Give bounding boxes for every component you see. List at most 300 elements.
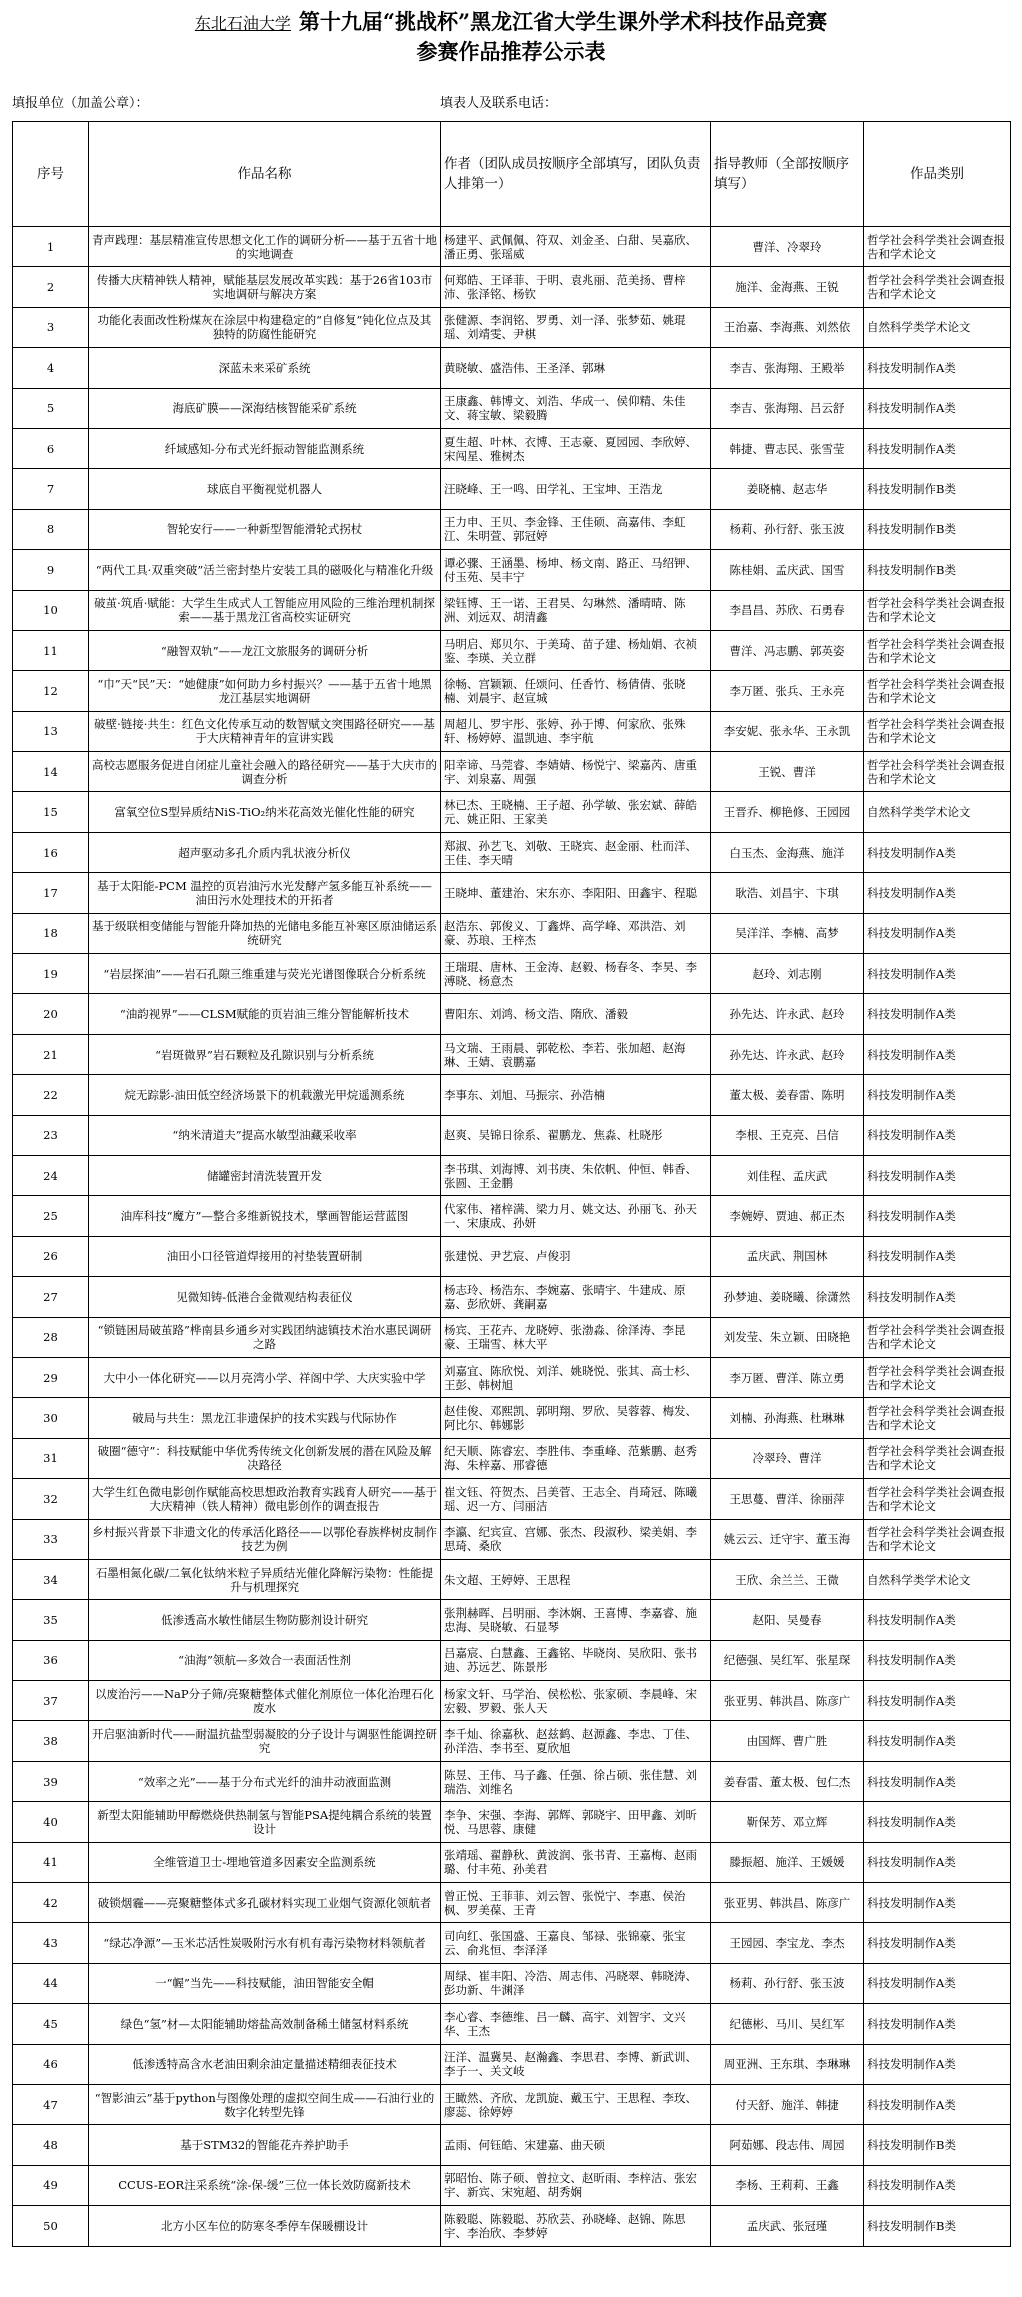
cell-authors: 马明启、郑贝尔、于美琦、苗子建、杨灿娟、衣祯鉴、李瑛、关立群: [441, 630, 711, 670]
header-authors: 作者（团队成员按顺序全部填写，团队负责人排第一）: [441, 122, 711, 227]
cell-work-name: 超声驱动多孔介质内乳状液分析仪: [89, 832, 441, 872]
cell-advisors: 李昌昌、苏欣、石勇春: [711, 590, 864, 630]
cell-work-name: 基于太阳能-PCM 温控的页岩油污水光发酵产氢多能互补系统——油田污水处理技术的开拓者: [89, 873, 441, 913]
cell-advisors: 白玉杰、金海燕、施洋: [711, 832, 864, 872]
cell-work-name: 基于级联相变储能与智能升降加热的光储电多能互补寒区原油储运系统研究: [89, 913, 441, 953]
header-advisors: 指导教师（全部按顺序填写）: [711, 122, 864, 227]
cell-no: 9: [13, 550, 89, 590]
cell-advisors: 杨莉、孙行舒、张玉波: [711, 1963, 864, 2003]
cell-category: 科技发明制作A类: [864, 1115, 1011, 1155]
cell-work-name: 青声践理：基层精准宣传思想文化工作的调研分析——基于五省十地的实地调查: [89, 227, 441, 267]
table-row: [13, 1600, 1011, 1640]
cell-no: 31: [13, 1438, 89, 1478]
cell-no: 18: [13, 913, 89, 953]
cell-no: 32: [13, 1479, 89, 1519]
cell-authors: 李争、宋强、李海、郭辉、郭晓宇、田甲鑫、刘昕悦、马思蓉、康健: [441, 1802, 711, 1842]
table-row: [13, 2165, 1011, 2205]
cell-advisors: 赵玲、刘志刚: [711, 954, 864, 994]
cell-advisors: 张亚男、韩洪昌、陈彦广: [711, 1883, 864, 1923]
cell-authors: 林已杰、王晓楠、王子超、孙学敏、张宏斌、薛皓元、姚正阳、王家美: [441, 792, 711, 832]
cell-authors: 周绿、崔丰阳、冷浩、周志伟、冯晓翠、韩晓涛、彭功新、牛渊泽: [441, 1963, 711, 2003]
cell-no: 17: [13, 873, 89, 913]
cell-advisors: 王欣、余兰兰、王微: [711, 1559, 864, 1599]
cell-no: 25: [13, 1196, 89, 1236]
title-line-2: 参赛作品推荐公示表: [416, 39, 606, 64]
cell-no: 21: [13, 1034, 89, 1074]
table-row: [13, 913, 1011, 953]
cell-category: 科技发明制作A类: [864, 2044, 1011, 2084]
cell-authors: 李心睿、李德维、吕一麟、高宇、刘智宇、文兴华、王杰: [441, 2004, 711, 2044]
cell-authors: 王康鑫、韩博文、刘浩、华成一、侯仰精、朱佳文、蒋宝敏、梁毅腾: [441, 388, 711, 428]
cell-authors: 赵爽、吴锦日徐系、翟鹏龙、焦淼、杜晓彤: [441, 1115, 711, 1155]
cell-advisors: 陈桂娟、孟庆武、国雪: [711, 550, 864, 590]
cell-authors: 张荆赫晖、吕明丽、李沐娴、王喜博、李嘉睿、施忠海、吴晓敏、石显琴: [441, 1600, 711, 1640]
cell-advisors: 姚云云、迁守宇、董玉海: [711, 1519, 864, 1559]
cell-authors: 郭昭怡、陈子硕、曾拉文、赵昕雨、李梓洁、张宏宇、新宾、宋宛超、胡秀娴: [441, 2165, 711, 2205]
cell-authors: 阳幸谛、马莞睿、李婧婧、杨悦宁、梁嘉芮、唐重宇、刘泉嘉、周强: [441, 752, 711, 792]
cell-work-name: 开启驱油新时代——耐温抗盐型弱凝胶的分子设计与调驱性能调控研究: [89, 1721, 441, 1761]
cell-category: 科技发明制作A类: [864, 1155, 1011, 1195]
table-row: [13, 1802, 1011, 1842]
table-row: [13, 509, 1011, 549]
table-row: [13, 752, 1011, 792]
table-row: [13, 1115, 1011, 1155]
cell-no: 36: [13, 1640, 89, 1680]
cell-authors: 张建悦、尹艺宸、卢俊羽: [441, 1236, 711, 1276]
cell-category: 科技发明制作A类: [864, 1963, 1011, 2003]
cell-advisors: 李杨、王莉莉、王鑫: [711, 2165, 864, 2205]
cell-category: 哲学社会科学类社会调查报告和学术论文: [864, 267, 1011, 307]
cell-authors: 赵浩东、郭俊义、丁鑫烨、高学峰、邓洪浩、刘豪、苏琅、王梓杰: [441, 913, 711, 953]
cell-work-name: 传播大庆精神铁人精神，赋能基层发展改革实践：基于26省103市实地调研与解决方案: [89, 267, 441, 307]
table-row: [13, 1277, 1011, 1317]
table-row: [13, 227, 1011, 267]
table-row: [13, 792, 1011, 832]
cell-no: 40: [13, 1802, 89, 1842]
cell-no: 33: [13, 1519, 89, 1559]
cell-work-name: “纳米清道夫”提高水敏型油藏采收率: [89, 1115, 441, 1155]
cell-category: 科技发明制作A类: [864, 1802, 1011, 1842]
table-row: [13, 307, 1011, 347]
table-row: [13, 954, 1011, 994]
cell-category: 科技发明制作A类: [864, 2165, 1011, 2205]
cell-advisors: 纪德彬、马川、吴红军: [711, 2004, 864, 2044]
cell-category: 自然科学类学术论文: [864, 307, 1011, 347]
cell-no: 4: [13, 348, 89, 388]
cell-no: 46: [13, 2044, 89, 2084]
cell-no: 1: [13, 227, 89, 267]
cell-work-name: 见微知铸-低港合金微观结构表征仪: [89, 1277, 441, 1317]
cell-authors: 吕嘉宸、白慧鑫、王鑫铭、毕晓岗、吴欣阳、张书迪、苏远艺、陈景彤: [441, 1640, 711, 1680]
table-row: [13, 1519, 1011, 1559]
cell-authors: 杨建平、武佩佩、符双、刘金圣、白甜、吴嘉欣、潘正勇、张瑶威: [441, 227, 711, 267]
cell-category: 科技发明制作A类: [864, 832, 1011, 872]
cell-category: 哲学社会科学类社会调查报告和学术论文: [864, 630, 1011, 670]
cell-category: 科技发明制作B类: [864, 2206, 1011, 2246]
cell-authors: 纪天顺、陈睿宏、李胜伟、李重峰、范紫鹏、赵秀海、朱梓嘉、邢睿德: [441, 1438, 711, 1478]
cell-authors: 王力申、王贝、李金锋、王佳硕、高嘉伟、李虹江、朱明萱、郭冠婷: [441, 509, 711, 549]
cell-advisors: 韩捷、曹志民、张雪莹: [711, 428, 864, 468]
cell-work-name: “巾”天“民”天：“她健康”如何助力乡村振兴？——基于五省十地黑龙江基层实地调研: [89, 671, 441, 711]
table-row: [13, 550, 1011, 590]
table-row: [13, 267, 1011, 307]
table-row: [13, 711, 1011, 751]
cell-work-name: 破壁·链接·共生：红色文化传承互动的数智赋文突围路径研究——基于大庆精神青年的宣讲实践: [89, 711, 441, 751]
table-row: [13, 1438, 1011, 1478]
cell-no: 2: [13, 267, 89, 307]
cell-work-name: 北方小区车位的防寒冬季停车保暖棚设计: [89, 2206, 441, 2246]
unit-label: 填报单位（加盖公章）：: [12, 96, 149, 111]
cell-no: 35: [13, 1600, 89, 1640]
cell-advisors: 李安妮、张永华、王永凯: [711, 711, 864, 751]
cell-category: 科技发明制作A类: [864, 388, 1011, 428]
cell-no: 15: [13, 792, 89, 832]
cell-category: 哲学社会科学类社会调查报告和学术论文: [864, 1317, 1011, 1357]
table-row: [13, 1963, 1011, 2003]
cell-category: 科技发明制作A类: [864, 1600, 1011, 1640]
cell-advisors: 曹洋、冷翠玲: [711, 227, 864, 267]
cell-advisors: 由国辉、曹广胜: [711, 1721, 864, 1761]
cell-category: 哲学社会科学类社会调查报告和学术论文: [864, 1479, 1011, 1519]
cell-work-name: 石墨相氮化碳/二氧化钛纳米粒子异质结光催化降解污染物：性能提升与机理探究: [89, 1559, 441, 1599]
cell-no: 23: [13, 1115, 89, 1155]
cell-authors: 司向红、张国盛、王嘉良、邹禄、张锦豪、张宝云、俞兆恒、李泽泽: [441, 1923, 711, 1963]
cell-advisors: 李吉、张海翔、王殿举: [711, 348, 864, 388]
cell-category: 科技发明制作A类: [864, 913, 1011, 953]
cell-work-name: 油库科技“魔方”—整合多维新锐技术，擘画智能运营蓝图: [89, 1196, 441, 1236]
cell-authors: 梁钰博、王一诺、王君昊、勾琳然、潘晴晴、陈洲、刘远双、胡清鑫: [441, 590, 711, 630]
cell-authors: 杨宾、王花卉、龙晓婷、张渤淼、徐泽涛、李昆豪、王瑞雪、林大平: [441, 1317, 711, 1357]
cell-no: 37: [13, 1681, 89, 1721]
cell-category: 科技发明制作A类: [864, 1761, 1011, 1801]
cell-work-name: 纤域感知-分布式光纤振动智能监测系统: [89, 428, 441, 468]
cell-work-name: 大中小一体化研究——以月亮湾小学、祥阁中学、大庆实验中学: [89, 1357, 441, 1397]
table-row: [13, 590, 1011, 630]
cell-authors: 李千灿、徐嘉秋、赵兹鹤、赵源鑫、李忠、丁佳、孙洋浩、李书至、夏欣旭: [441, 1721, 711, 1761]
table-row: [13, 1317, 1011, 1357]
header-category: 作品类别: [864, 122, 1011, 227]
cell-advisors: 耿浩、刘昌宇、卞琪: [711, 873, 864, 913]
table-row: [13, 1196, 1011, 1236]
cell-authors: 崔文钰、符贺杰、吕美菅、王志全、肖琦冠、陈曦瑶、迟一方、闫丽洁: [441, 1479, 711, 1519]
table-row: [13, 2084, 1011, 2124]
cell-authors: 王晓坤、董建治、宋东亦、李阳阳、田鑫宇、程聪: [441, 873, 711, 913]
cell-no: 5: [13, 388, 89, 428]
cell-category: 科技发明制作A类: [864, 1883, 1011, 1923]
cell-advisors: 刘佳程、孟庆武: [711, 1155, 864, 1195]
table-row: [13, 630, 1011, 670]
cell-no: 7: [13, 469, 89, 509]
competition-name: 第十九届“挑战杯”黑龙江省大学生课外学术科技作品竞赛: [298, 9, 828, 34]
cell-category: 科技发明制作A类: [864, 1923, 1011, 1963]
cell-category: 自然科学类学术论文: [864, 792, 1011, 832]
cell-work-name: 一“幄”当先——科技赋能，油田智能安全帽: [89, 1963, 441, 2003]
cell-advisors: 王园园、李宝龙、李杰: [711, 1923, 864, 1963]
cell-authors: 孟雨、何钰皓、宋建嘉、曲天硕: [441, 2125, 711, 2165]
cell-advisors: 李根、王克亮、吕信: [711, 1115, 864, 1155]
cell-advisors: 阿茹娜、段志伟、周园: [711, 2125, 864, 2165]
cell-authors: 王瑞琨、唐林、王金涛、赵毅、杨春冬、李昊、李溥晓、杨意杰: [441, 954, 711, 994]
table-row: [13, 1155, 1011, 1195]
cell-advisors: 付天舒、施洋、韩捷: [711, 2084, 864, 2124]
cell-category: 科技发明制作A类: [864, 1640, 1011, 1680]
cell-work-name: 烷无踪影-油田低空经济场景下的机载激光甲烷遥测系统: [89, 1075, 441, 1115]
cell-authors: 张靖瑶、翟静秋、黄波润、张书青、王嘉梅、赵雨璐、付丰苑、孙美君: [441, 1842, 711, 1882]
cell-advisors: 孟庆武、荆国林: [711, 1236, 864, 1276]
cell-advisors: 靳保芳、邓立辉: [711, 1802, 864, 1842]
table-row: [13, 388, 1011, 428]
cell-work-name: “两代工具·双重突破”活兰密封垫片安装工具的磁吸化与精准化升级: [89, 550, 441, 590]
cell-no: 12: [13, 671, 89, 711]
cell-advisors: 刘楠、孙海燕、杜琳琳: [711, 1398, 864, 1438]
cell-authors: 曾正悦、王菲菲、刘云智、张悦宁、李惠、侯治枫、罗美葆、王青: [441, 1883, 711, 1923]
cell-no: 28: [13, 1317, 89, 1357]
cell-category: 哲学社会科学类社会调查报告和学术论文: [864, 1519, 1011, 1559]
table-row: [13, 469, 1011, 509]
cell-category: 哲学社会科学类社会调查报告和学术论文: [864, 671, 1011, 711]
cell-work-name: 深蓝未来采矿系统: [89, 348, 441, 388]
cell-category: 科技发明制作A类: [864, 873, 1011, 913]
cell-advisors: 滕振超、施洋、王媛媛: [711, 1842, 864, 1882]
table-row: [13, 1923, 1011, 1963]
table-row: [13, 1398, 1011, 1438]
cell-category: 科技发明制作A类: [864, 994, 1011, 1034]
cell-advisors: 赵阳、吴曼春: [711, 1600, 864, 1640]
cell-authors: 汪晓峰、王一鸣、田学礼、王宝坤、王浩龙: [441, 469, 711, 509]
cell-no: 8: [13, 509, 89, 549]
cell-no: 3: [13, 307, 89, 347]
cell-no: 22: [13, 1075, 89, 1115]
cell-work-name: “融智双轨”——龙江文旅服务的调研分析: [89, 630, 441, 670]
table-row: [13, 348, 1011, 388]
cell-no: 50: [13, 2206, 89, 2246]
cell-category: 科技发明制作A类: [864, 1196, 1011, 1236]
cell-authors: 刘嘉宜、陈欣悦、刘洋、姚晓悦、张其、高士杉、王彭、韩树旭: [441, 1357, 711, 1397]
cell-category: 科技发明制作A类: [864, 2084, 1011, 2124]
table-row: [13, 1236, 1011, 1276]
cell-no: 49: [13, 2165, 89, 2205]
cell-authors: 何郑皓、王译菲、于明、袁兆丽、范美扬、曹梓沛、张泽铭、杨钦: [441, 267, 711, 307]
cell-category: 科技发明制作A类: [864, 1236, 1011, 1276]
cell-work-name: CCUS-EOR注采系统“涂-保-缓”三位一体长效防腐新技术: [89, 2165, 441, 2205]
cell-work-name: 全维管道卫士-埋地管道多因素安全监测系统: [89, 1842, 441, 1882]
table-row: [13, 1681, 1011, 1721]
cell-no: 30: [13, 1398, 89, 1438]
cell-category: 哲学社会科学类社会调查报告和学术论文: [864, 1398, 1011, 1438]
cell-no: 43: [13, 1923, 89, 1963]
cell-no: 26: [13, 1236, 89, 1276]
cell-advisors: 孙先达、许永武、赵玲: [711, 994, 864, 1034]
cell-advisors: 李吉、张海翔、吕云舒: [711, 388, 864, 428]
cell-work-name: 破圈“德守”：科技赋能中华优秀传统文化创新发展的潜在风险及解决路径: [89, 1438, 441, 1478]
cell-category: 哲学社会科学类社会调查报告和学术论文: [864, 711, 1011, 751]
cell-no: 14: [13, 752, 89, 792]
cell-no: 24: [13, 1155, 89, 1195]
table-row: [13, 832, 1011, 872]
table-row: [13, 2125, 1011, 2165]
cell-authors: 曹阳东、刘鸿、杨文浩、隋欣、潘毅: [441, 994, 711, 1034]
cell-work-name: 大学生红色微电影创作赋能高校思想政治教育实践育人研究——基于大庆精神（铁人精神）微电影创作的调查报告: [89, 1479, 441, 1519]
cell-no: 10: [13, 590, 89, 630]
cell-no: 29: [13, 1357, 89, 1397]
cell-no: 34: [13, 1559, 89, 1599]
cell-work-name: 新型太阳能辅助甲醇燃烧供热制氢与智能PSA提纯耦合系统的装置设计: [89, 1802, 441, 1842]
cell-advisors: 李万匿、张兵、王永亮: [711, 671, 864, 711]
cell-category: 科技发明制作A类: [864, 1681, 1011, 1721]
cell-work-name: 球底自平衡视觉机器人: [89, 469, 441, 509]
cell-no: 6: [13, 428, 89, 468]
cell-authors: 马文瑞、王雨晨、郭乾松、李若、张加超、赵海琳、王婧、袁鹏嘉: [441, 1034, 711, 1074]
cell-authors: 杨志玲、杨浩东、李婉嘉、张晴宇、牛建成、原嘉、彭欣妍、龚嗣嘉: [441, 1277, 711, 1317]
cell-work-name: 乡村振兴背景下非遗文化的传承活化路径——以鄂伦春族桦树皮制作技艺为例: [89, 1519, 441, 1559]
table-row: [13, 2004, 1011, 2044]
cell-no: 48: [13, 2125, 89, 2165]
cell-category: 科技发明制作A类: [864, 1277, 1011, 1317]
header-work-name: 作品名称: [89, 122, 441, 227]
cell-authors: 张健源、李润铭、罗勇、刘一泽、张梦茹、姚琨瑶、刘靖雯、尹棋: [441, 307, 711, 347]
cell-authors: 黄晓敏、盛浩伟、王圣泽、郭琳: [441, 348, 711, 388]
cell-work-name: 破茧·筑盾·赋能：大学生生成式人工智能应用风险的三维治理机制探索——基于黑龙江省高校实证研究: [89, 590, 441, 630]
cell-work-name: 油田小口径管道焊接用的衬垫装置研制: [89, 1236, 441, 1276]
cell-authors: 李瀛、纪宾宣、宫娜、张杰、段淑秒、梁美娟、李思琦、桑欣: [441, 1519, 711, 1559]
cell-authors: 徐畅、宫颖颖、任颂问、任香竹、杨倩倩、张晓楠、刘晨宇、赵宣城: [441, 671, 711, 711]
cell-work-name: “油海”领航—多效合一表面活性剂: [89, 1640, 441, 1680]
cell-advisors: 冷翠玲、曹洋: [711, 1438, 864, 1478]
cell-category: 科技发明制作B类: [864, 2125, 1011, 2165]
table-row: [13, 671, 1011, 711]
cell-authors: 陈毅聪、陈毅聪、苏欣芸、孙晓峰、赵锦、陈思宇、李治欣、李梦婷: [441, 2206, 711, 2246]
cell-work-name: “效率之光”——基于分布式光纤的油井动液面监测: [89, 1761, 441, 1801]
cell-work-name: “智影油云”基于python与图像处理的虚拟空间生成——石油行业的数字化转型先锋: [89, 2084, 441, 2124]
table-row: [13, 1761, 1011, 1801]
cell-advisors: 孟庆武、张冠瑾: [711, 2206, 864, 2246]
table-row: [13, 1640, 1011, 1680]
cell-authors: 赵佳俊、邓熙凯、郭明翔、罗欣、吴蓉蓉、梅发、阿比尔、韩娜影: [441, 1398, 711, 1438]
cell-no: 19: [13, 954, 89, 994]
cell-advisors: 李万匿、曹洋、陈立勇: [711, 1357, 864, 1397]
table-row: [13, 1883, 1011, 1923]
cell-advisors: 施洋、金海燕、王锐: [711, 267, 864, 307]
cell-authors: 李书琪、刘海博、刘书庚、朱依帆、仲恒、韩香、张圆、王金鹏: [441, 1155, 711, 1195]
cell-category: 科技发明制作B类: [864, 550, 1011, 590]
table-row: [13, 428, 1011, 468]
cell-category: 科技发明制作A类: [864, 428, 1011, 468]
cell-work-name: 海底矿膜——深海结核智能采矿系统: [89, 388, 441, 428]
cell-advisors: 张亚男、韩洪昌、陈彦广: [711, 1681, 864, 1721]
cell-category: 哲学社会科学类社会调查报告和学术论文: [864, 1357, 1011, 1397]
cell-category: 哲学社会科学类社会调查报告和学术论文: [864, 1438, 1011, 1478]
cell-work-name: 低渗透高水敏性储层生物防膨剂设计研究: [89, 1600, 441, 1640]
cell-advisors: 李婉婷、贾迪、郝正杰: [711, 1196, 864, 1236]
cell-category: 哲学社会科学类社会调查报告和学术论文: [864, 590, 1011, 630]
cell-work-name: “油韵视界”——CLSM赋能的页岩油三维分智能解析技术: [89, 994, 441, 1034]
cell-category: 科技发明制作B类: [864, 509, 1011, 549]
cell-advisors: 董太极、姜春雷、陈明: [711, 1075, 864, 1115]
title-line-1: [0, 8, 1022, 38]
cell-category: 科技发明制作A类: [864, 1075, 1011, 1115]
cell-work-name: 低渗透特高含水老油田剩余油定量描述精细表征技术: [89, 2044, 441, 2084]
cell-work-name: 智轮安行——一种新型智能滑轮式拐杖: [89, 509, 441, 549]
cell-advisors: 孙先达、许永武、赵玲: [711, 1034, 864, 1074]
cell-authors: 周超儿、罗宇彤、张婷、孙于博、何家欣、张殊轩、杨婷婷、温凯迪、李宇航: [441, 711, 711, 751]
cell-no: 42: [13, 1883, 89, 1923]
cell-advisors: 刘发莹、朱立颖、田晓艳: [711, 1317, 864, 1357]
cell-advisors: 王思蔓、曹洋、徐丽萍: [711, 1479, 864, 1519]
cell-authors: 代家伟、褚梓满、梁力月、姚文达、孙丽飞、孙天一、宋康成、孙妍: [441, 1196, 711, 1236]
cell-no: 27: [13, 1277, 89, 1317]
table-row: [13, 1034, 1011, 1074]
cell-no: 47: [13, 2084, 89, 2124]
cell-category: 科技发明制作A类: [864, 348, 1011, 388]
cell-work-name: 富氧空位S型异质结NiS-TiO₂纳米花高效光催化性能的研究: [89, 792, 441, 832]
cell-work-name: “锁链困局破茧路”桦南县乡通乡对实践团纳滤镇技术治水惠民调研之路: [89, 1317, 441, 1357]
cell-advisors: 王晋乔、柳艳修、王园园: [711, 792, 864, 832]
cell-authors: 朱文超、王婷婷、王思程: [441, 1559, 711, 1599]
table-row: [13, 2044, 1011, 2084]
cell-advisors: 姜春雷、董太极、包仁杰: [711, 1761, 864, 1801]
cell-no: 45: [13, 2004, 89, 2044]
cell-advisors: 曹洋、冯志鹏、郭英姿: [711, 630, 864, 670]
cell-authors: 李事东、刘旭、马振宗、孙浩楠: [441, 1075, 711, 1115]
table-row: [13, 2206, 1011, 2246]
table-row: [13, 1075, 1011, 1115]
cell-work-name: 以废治污——NaP分子筛/亮聚糖整体式催化剂原位一体化治理石化废水: [89, 1681, 441, 1721]
cell-work-name: “绿芯净源”—玉米芯活性炭吸附污水有机有毒污染物材料领航者: [89, 1923, 441, 1963]
cell-advisors: 杨莉、孙行舒、张玉波: [711, 509, 864, 549]
table-row: [13, 1842, 1011, 1882]
cell-authors: 郑淑、孙艺飞、刘敬、王晓宾、赵金丽、杜而洋、王佳、李天晴: [441, 832, 711, 872]
cell-authors: 杨家文轩、马学治、侯松松、张家硕、李晨峰、宋宏毅、罗毅、张人天: [441, 1681, 711, 1721]
cell-work-name: “岩斑微界”岩石颗粒及孔隙识别与分析系统: [89, 1034, 441, 1074]
table-row: [13, 1479, 1011, 1519]
cell-no: 11: [13, 630, 89, 670]
cell-category: 自然科学类学术论文: [864, 1559, 1011, 1599]
contact-label: 填表人及联系电话：: [440, 96, 558, 111]
cell-category: 哲学社会科学类社会调查报告和学术论文: [864, 752, 1011, 792]
table-header-row: [13, 122, 1011, 227]
cell-no: 38: [13, 1721, 89, 1761]
cell-work-name: 绿色“氢”材—太阳能辅助熔盐高效制备稀土储氢材料系统: [89, 2004, 441, 2044]
table-row: [13, 1559, 1011, 1599]
table-row: [13, 1357, 1011, 1397]
cell-advisors: 周亚洲、王东琪、李琳琳: [711, 2044, 864, 2084]
cell-category: 科技发明制作A类: [864, 1721, 1011, 1761]
cell-advisors: 纪德强、吴红军、张星琛: [711, 1640, 864, 1680]
cell-work-name: 高校志愿服务促进自闭症儿童社会融入的路径研究——基于大庆市的调查分析: [89, 752, 441, 792]
cell-authors: 夏生超、叶林、衣博、王志豪、夏园园、李欣婷、宋闯星、雅树杰: [441, 428, 711, 468]
table-row: [13, 873, 1011, 913]
cell-work-name: 储罐密封清洗装置开发: [89, 1155, 441, 1195]
cell-work-name: 功能化表面改性粉煤灰在涂层中构建稳定的“自修复”钝化位点及其独特的防腐性能研究: [89, 307, 441, 347]
cell-authors: 汪洋、温冀昊、赵瀚鑫、李思君、李博、新武训、李子一、关文岐: [441, 2044, 711, 2084]
cell-category: 科技发明制作A类: [864, 2004, 1011, 2044]
table-row: [13, 1721, 1011, 1761]
cell-advisors: 王锐、曹洋: [711, 752, 864, 792]
cell-advisors: 吴洋洋、李楠、高梦: [711, 913, 864, 953]
cell-work-name: 破局与共生：黑龙江非遗保护的技术实践与代际协作: [89, 1398, 441, 1438]
cell-no: 44: [13, 1963, 89, 2003]
cell-advisors: 王治嘉、李海燕、刘然依: [711, 307, 864, 347]
document-title: [0, 8, 1022, 66]
cell-work-name: “岩层探油”——岩石孔隙三维重建与荧光光谱图像联合分析系统: [89, 954, 441, 994]
cell-no: 41: [13, 1842, 89, 1882]
cell-authors: 谭必骤、王涵墨、杨坤、杨文南、路正、马绍钾、付玉苑、吴丰宁: [441, 550, 711, 590]
cell-no: 16: [13, 832, 89, 872]
header-no: 序号: [13, 122, 89, 227]
cell-advisors: 孙梦迪、姜晓曦、徐潇然: [711, 1277, 864, 1317]
cell-category: 科技发明制作A类: [864, 1842, 1011, 1882]
cell-no: 39: [13, 1761, 89, 1801]
